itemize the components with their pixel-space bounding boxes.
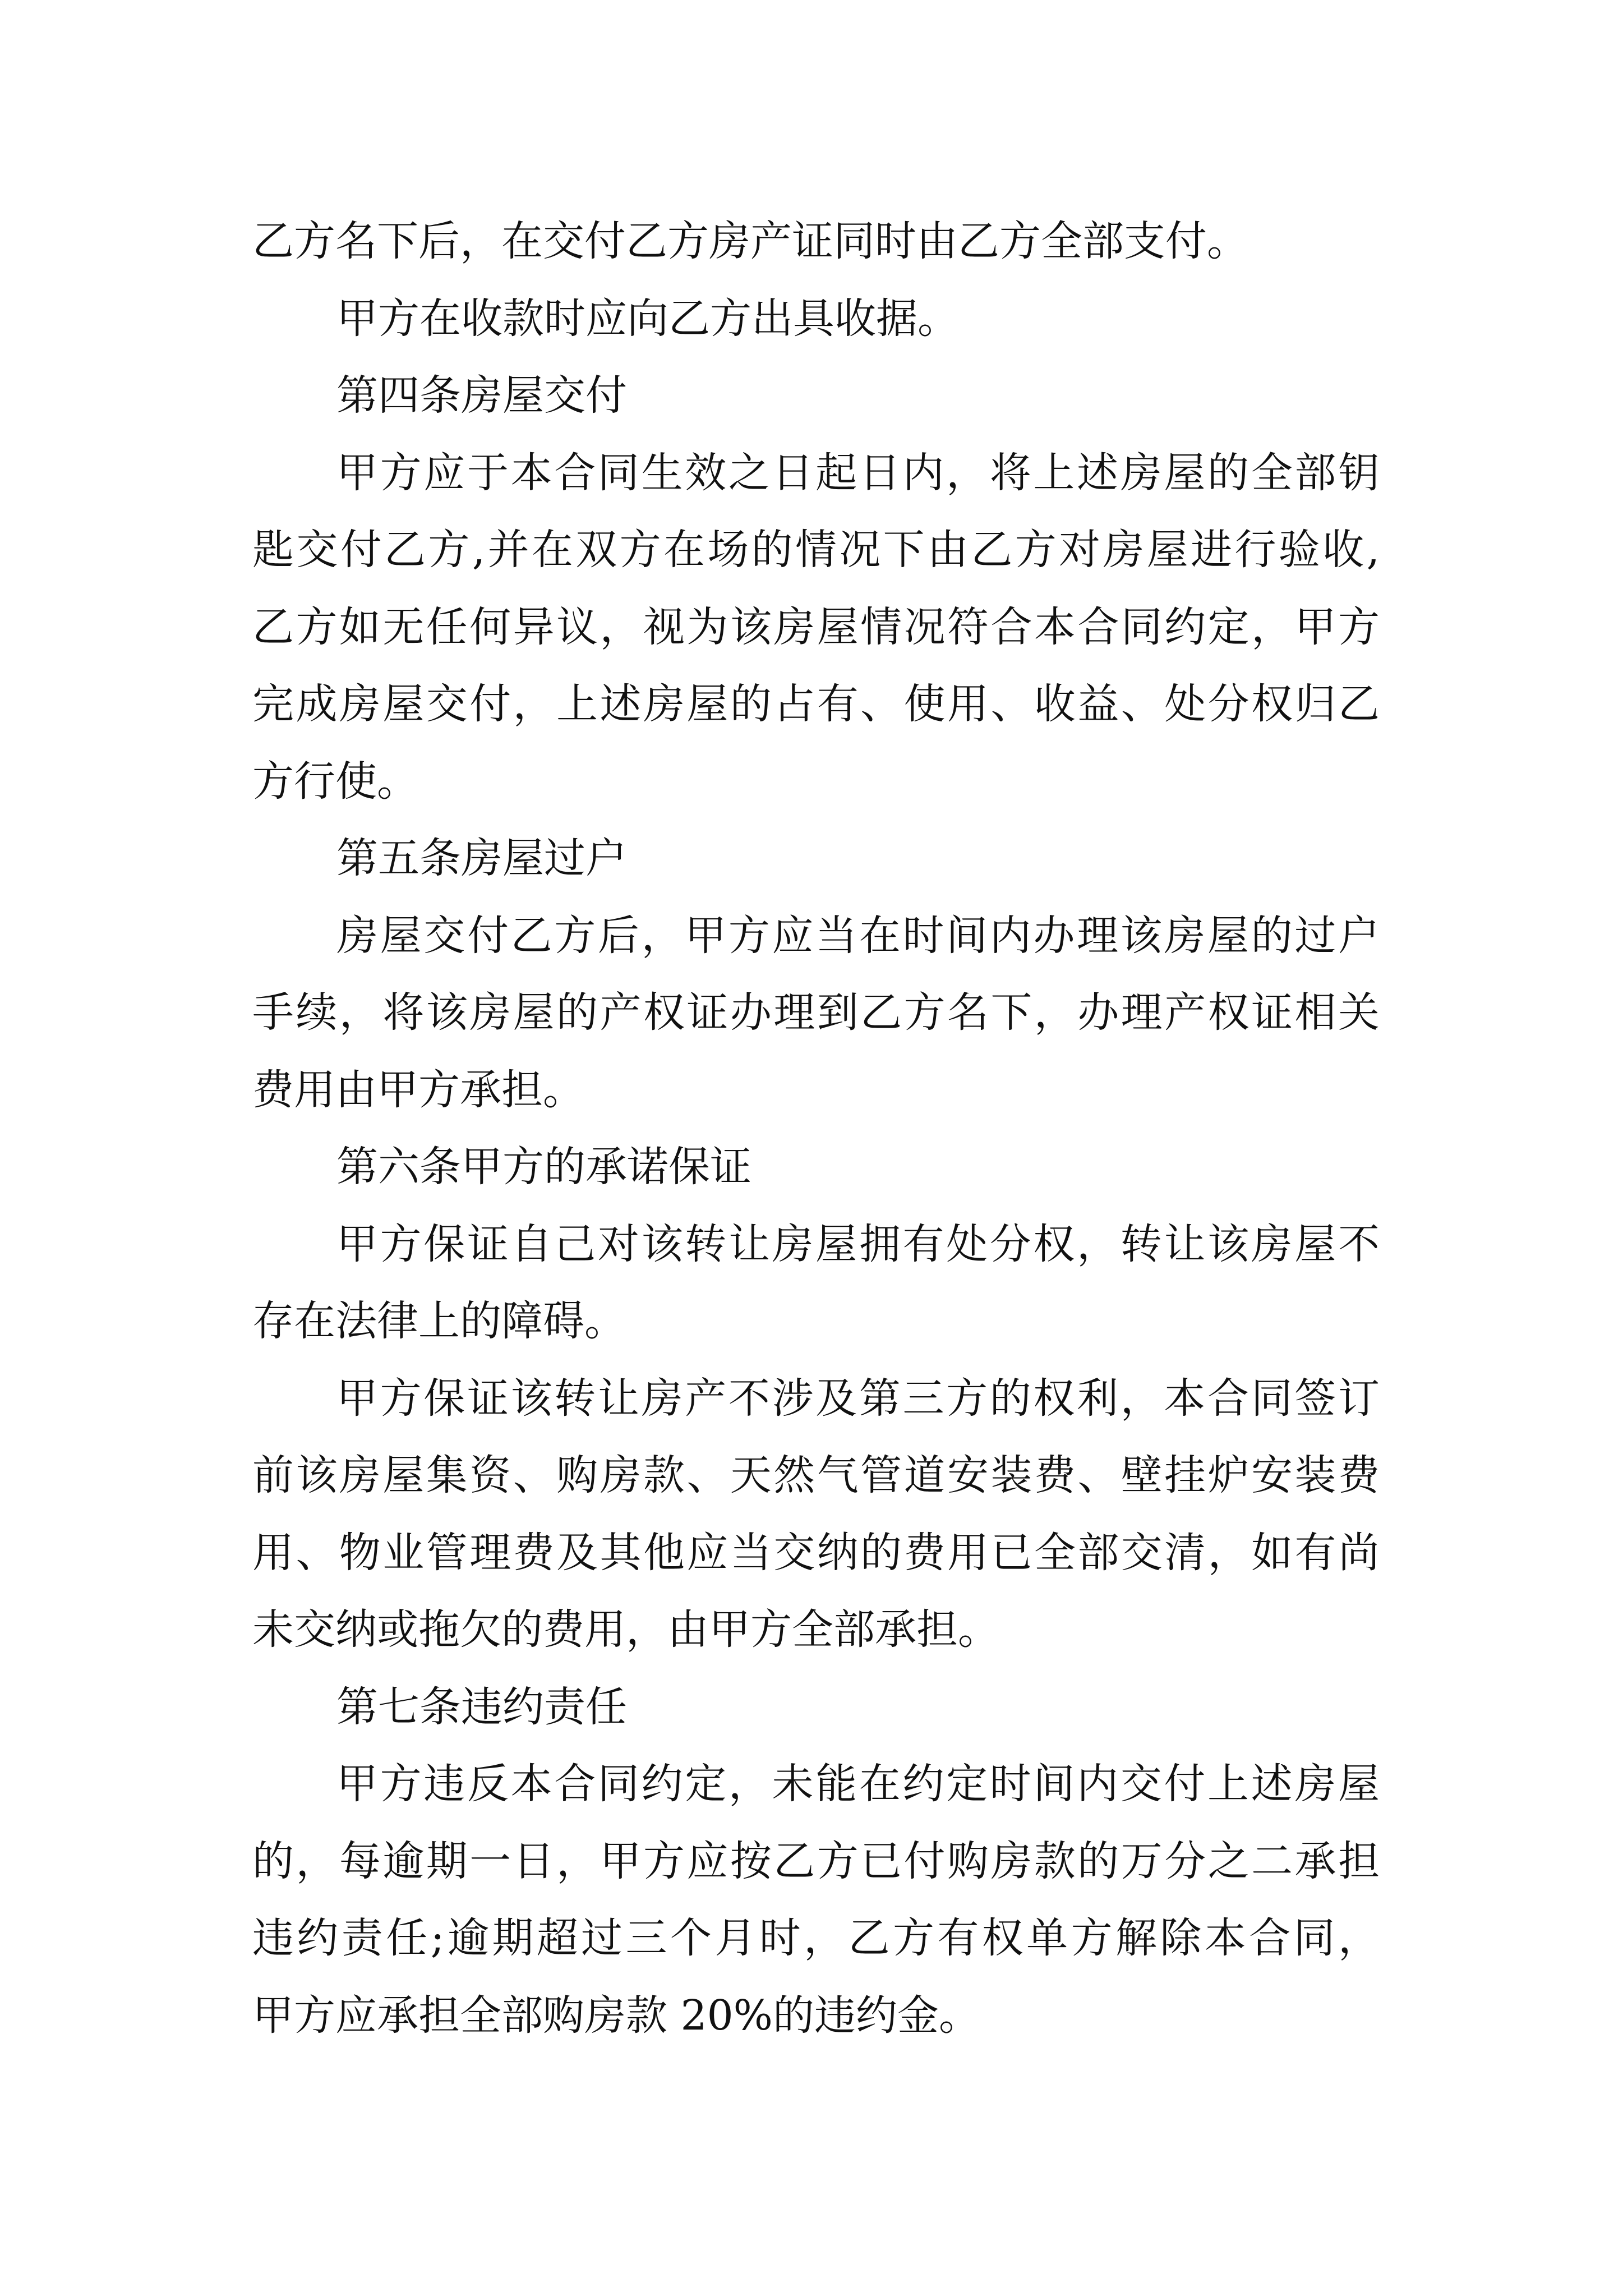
text-line: 的，每逾期一日，甲方应按乙方已付购房款的万分之二承担: [252, 1837, 1380, 1885]
text-line: 未交纳或拖欠的费用，由甲方全部承担。: [252, 1605, 999, 1654]
text-line: 手续，将该房屋的产权证办理到乙方名下，办理产权证相关: [252, 988, 1380, 1037]
text-line: 匙交付乙方,并在双方在场的情况下由乙方对房屋进行验收,: [252, 526, 1380, 574]
text-line: 存在法律上的障碍。: [252, 1297, 626, 1345]
section-heading: 第六条甲方的承诺保证: [336, 1143, 751, 1191]
text-line: 甲方保证自己对该转让房屋拥有处分权，转让该房屋不: [336, 1220, 1380, 1268]
text-line: 乙方名下后，在交付乙方房产证同时由乙方全部支付。: [252, 217, 1248, 265]
text-line: 房屋交付乙方后，甲方应当在时间内办理该房屋的过户: [336, 912, 1380, 960]
text-line: 完成房屋交付，上述房屋的占有、使用、收益、处分权归乙: [252, 680, 1380, 728]
section-heading: 第四条房屋交付: [336, 371, 627, 420]
text-line: 方行使。: [252, 757, 418, 806]
section-heading: 第五条房屋过户: [336, 834, 627, 882]
text-line: 甲方保证该转让房产不涉及第三方的权利，本合同签订: [336, 1374, 1380, 1423]
text-line: 费用由甲方承担。: [252, 1066, 584, 1114]
section-heading: 第七条违约责任: [336, 1683, 627, 1731]
text-line: 甲方违反本合同约定，未能在约定时间内交付上述房屋: [336, 1760, 1380, 1808]
text-line: 甲方在收款时应向乙方出具收据。: [336, 295, 959, 343]
text-line: 甲方应于本合同生效之日起日内，将上述房屋的全部钥: [336, 449, 1380, 497]
text-line: 甲方应承担全部购房款 20%的违约金。: [252, 1991, 980, 2040]
text-line: 前该房屋集资、购房款、天然气管道安装费、壁挂炉安装费: [252, 1451, 1380, 1499]
text-line: 用、物业管理费及其他应当交纳的费用已全部交清，如有尚: [252, 1529, 1380, 1577]
text-line: 违约责任;逾期超过三个月时，乙方有权单方解除本合同，: [252, 1914, 1380, 1962]
text-line: 乙方如无任何异议，视为该房屋情况符合本合同约定，甲方: [252, 603, 1380, 651]
